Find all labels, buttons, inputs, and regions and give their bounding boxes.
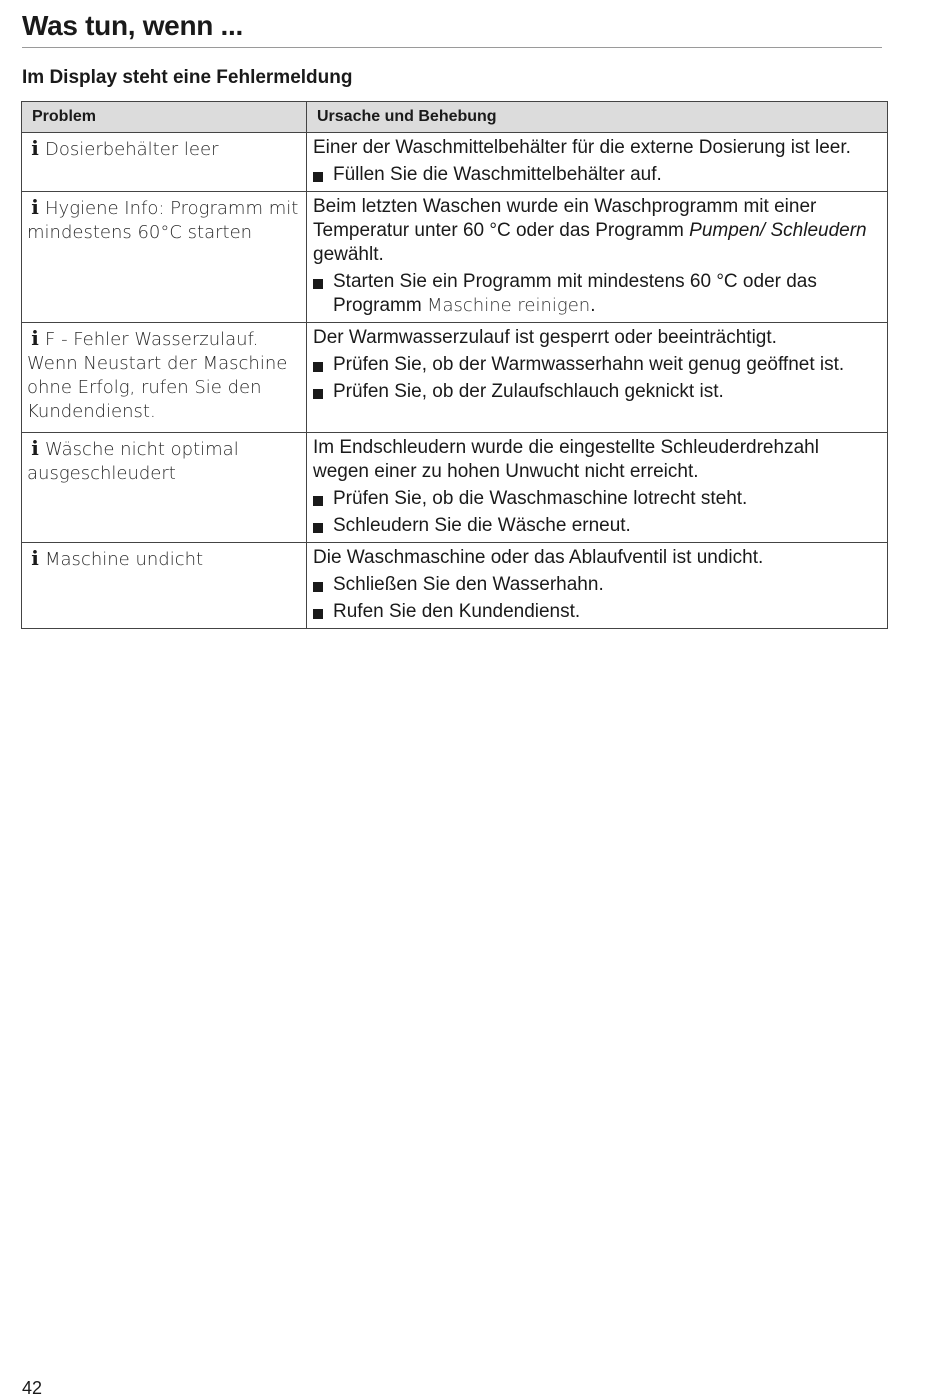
remedy-step: Rufen Sie den Kundendienst. (313, 600, 879, 624)
program-display-text: Maschine reinigen (426, 295, 591, 316)
problem-text: F - Fehler Wasserzulauf. Wenn Neustart der Maschine ohne Erfolg, rufen Sie den Kundendienst. (27, 329, 288, 422)
cause-cell (307, 323, 888, 433)
info-icon: i (31, 326, 39, 350)
remedy-list (313, 353, 879, 404)
problem-text: Wäsche nicht optimal ausgeschleudert (27, 439, 239, 484)
problem-cell (22, 543, 307, 629)
page-title: Was tun, wenn ... (22, 10, 882, 48)
problem-text: Hygiene Info: Programm mit mindestens 60°C starten (27, 198, 299, 243)
problem-text: Maschine undicht (45, 549, 204, 570)
table-row (22, 543, 888, 629)
remedy-step (313, 270, 879, 318)
problem-cell (22, 433, 307, 543)
cause-text (313, 195, 879, 267)
table-row (22, 433, 888, 543)
info-icon: i (31, 195, 39, 219)
cause-text: Im Endschleudern wurde die eingestellte Schleuderdrehzahl wegen einer zu hohen Unwucht nicht erreicht. (313, 437, 819, 482)
remedy-step: Prüfen Sie, ob die Waschmaschine lotrecht steht. (313, 487, 879, 511)
remedy-step: Prüfen Sie, ob der Zulaufschlauch geknickt ist. (313, 380, 879, 404)
problem-cell (22, 192, 307, 323)
cause-cell (307, 433, 888, 543)
cause-text: Der Warmwasserzulauf ist gesperrt oder beeinträchtigt. (313, 327, 777, 348)
info-icon: i (31, 136, 39, 160)
remedy-list (313, 270, 879, 318)
remedy-list (313, 487, 879, 538)
remedy-list (313, 163, 879, 187)
cause-cell (307, 133, 888, 192)
remedy-step-end: . (590, 295, 596, 316)
error-message-table (21, 101, 888, 629)
cause-cell (307, 543, 888, 629)
info-icon: i (31, 546, 39, 570)
problem-cell (22, 133, 307, 192)
page-number: 42 (22, 1378, 43, 1398)
remedy-step: Füllen Sie die Waschmittelbehälter auf. (313, 163, 879, 187)
table-row (22, 192, 888, 323)
problem-cell (22, 323, 307, 433)
cause-text: Die Waschmaschine oder das Ablaufventil ist undicht. (313, 547, 764, 568)
cause-text-end: gewählt. (313, 244, 384, 265)
remedy-step: Prüfen Sie, ob der Warmwasserhahn weit genug geöffnet ist. (313, 353, 879, 377)
problem-text: Dosierbehälter leer (45, 139, 219, 160)
info-icon: i (31, 436, 39, 460)
remedy-step: Schleudern Sie die Wäsche erneut. (313, 514, 879, 538)
cause-text-start: Beim letzten Waschen wurde ein Waschprogramm mit einer Temperatur unter 60 °C oder das Programm (313, 196, 817, 241)
table-row (22, 323, 888, 433)
program-name: Pumpen/ Schleudern (689, 220, 867, 241)
column-header-cause: Ursache und Behebung (307, 102, 888, 133)
remedy-step-start: Starten Sie ein Programm mit mindestens 60 °C oder das Programm (333, 271, 817, 316)
table-row (22, 133, 888, 192)
remedy-list (313, 573, 879, 624)
column-header-problem: Problem (22, 102, 307, 133)
cause-cell (307, 192, 888, 323)
section-title: Im Display steht eine Fehlermeldung (22, 67, 353, 88)
cause-text: Einer der Waschmittelbehälter für die externe Dosierung ist leer. (313, 137, 851, 158)
table-header-row (22, 102, 888, 133)
remedy-step: Schließen Sie den Wasserhahn. (313, 573, 879, 597)
